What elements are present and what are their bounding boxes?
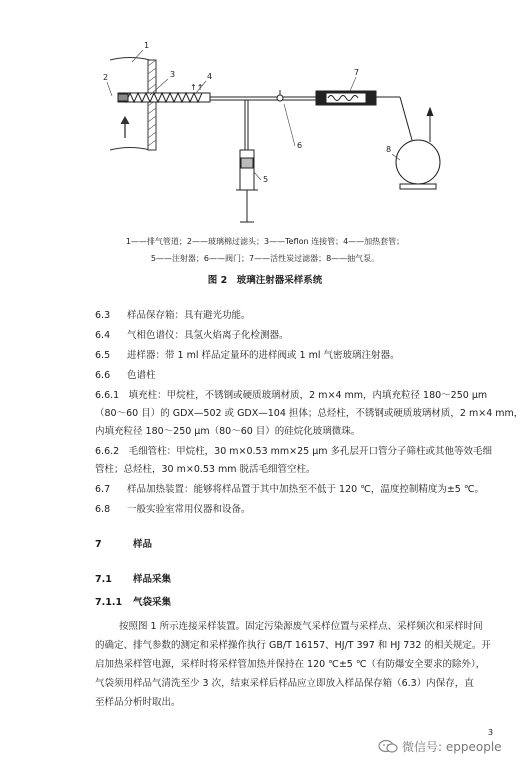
callout-8: 8 [386, 145, 392, 154]
body-line-4: 气袋须用样品气清洗至少 3 次，结束采样后样品应立即放入样品保存箱（6.3）内保存，直 [95, 678, 474, 689]
section-title: 样品采集 [133, 574, 172, 585]
section-number: 7.1.1 [95, 597, 123, 608]
valve [245, 90, 283, 150]
item-number: 6.8 [95, 504, 111, 515]
item-number: 6.4 [95, 330, 111, 341]
callout-7: 7 [354, 68, 360, 77]
item-6-6-1-line-2: （80～60 目）的 GDX—502 或 GDX—104 担体；总烃柱，不锈钢或硬质玻璃材质，2 m×4 mm， [95, 408, 524, 419]
item-text: 样品保存箱：具有避光功能。 [127, 310, 251, 321]
item-text: 一般实验室常用仪器和设备。 [127, 504, 251, 515]
callout-5: 5 [263, 175, 269, 184]
item-text: 样品加热装置：能够将样品置于其中加热至不低于 120 ℃，温度控制精度为±5 ℃。 [127, 484, 485, 495]
item-6-4 [95, 327, 289, 341]
item-6-6-1-line-3: 内填充粒径 180～250 μm（80～60 目）的硅烷化玻璃微珠。 [95, 426, 361, 437]
section-number: 7 [95, 539, 102, 550]
section-title: 气袋采集 [133, 597, 172, 608]
callout-1: 1 [144, 41, 150, 50]
section-7-1-1-heading [95, 594, 171, 608]
item-6-6-1-line-1: 6.6.1 填充柱：甲烷柱，不锈钢或硬质玻璃材质，2 m×4 mm，内填充粒径 180～250 μm [95, 390, 488, 401]
callout-2: 2 [103, 73, 109, 82]
item-text: 气相色谱仪：具氢火焰离子化检测器。 [127, 330, 289, 341]
body-line-5: 至样品分析时取出。 [95, 697, 181, 708]
body-line-3: 启加热采样管电源，采样时将采样管加热并保持在 120 ℃±5 ℃（有防爆安全要求的除外）， [95, 659, 486, 670]
legend-line-2: 5——注射器；6——阀门；7——活性炭过滤器；8——抽气泵。 [150, 254, 380, 263]
section-title: 样品 [133, 539, 153, 550]
heated-sampling-tube [118, 93, 320, 102]
body-line-1: 按照图 1 所示连接采样装置。固定污染源废气采样位置与采样点、采样频次和采样时间 [119, 621, 483, 632]
legend-line-1: 1——排气管道；2——玻璃棉过滤头；3——Teflon 连接管；4——加热套管； [125, 237, 405, 246]
item-number: 6.7 [95, 484, 111, 495]
item-6-7 [95, 481, 484, 495]
sampling-system-diagram [0, 0, 530, 238]
item-text: 色谱柱 [127, 370, 156, 381]
item-number: 6.5 [95, 350, 111, 361]
wechat-icon [378, 739, 398, 753]
section-7-1-heading [95, 571, 171, 585]
item-6-8 [95, 501, 251, 515]
item-6-5 [95, 347, 400, 361]
wechat-watermark [378, 738, 502, 755]
syringe [236, 150, 258, 222]
item-number: 6.3 [95, 310, 111, 321]
item-number: 6.6 [95, 370, 111, 381]
callout-6: 6 [297, 141, 303, 150]
item-6-6-2-line-1: 6.6.2 毛细管柱：甲烷柱，30 m×0.53 mm×25 μm 多孔层开口管分子筛柱或其他等效毛细 [95, 446, 493, 457]
watermark-text: 微信号: eppeople [402, 740, 502, 754]
item-6-6 [95, 367, 156, 381]
exhaust-duct [110, 58, 156, 151]
page-number: 3 [488, 728, 494, 737]
body-line-2: 的确定、排气参数的测定和采样操作执行 GB/T 16157、HJ/T 397 和 HJ 732 的相关规定。开 [95, 640, 491, 651]
item-text: 进样器：带 1 ml 样品定量环的进样阀或 1 ml 气密玻璃注射器。 [127, 350, 400, 361]
item-6-6-2-line-2: 管柱；总烃柱，30 m×0.53 mm 脱活毛细管空柱。 [95, 464, 316, 475]
figure-caption: 图 2 玻璃注射器采样系统 [207, 275, 323, 286]
heat-arrows: ↑↑ [190, 83, 204, 92]
callout-4: 4 [207, 72, 213, 81]
section-7-heading [95, 536, 152, 550]
pump [396, 108, 440, 189]
section-number: 7.1 [95, 574, 112, 585]
callout-3: 3 [170, 70, 176, 79]
activated-carbon-filter [316, 91, 412, 140]
item-6-3 [95, 307, 251, 321]
